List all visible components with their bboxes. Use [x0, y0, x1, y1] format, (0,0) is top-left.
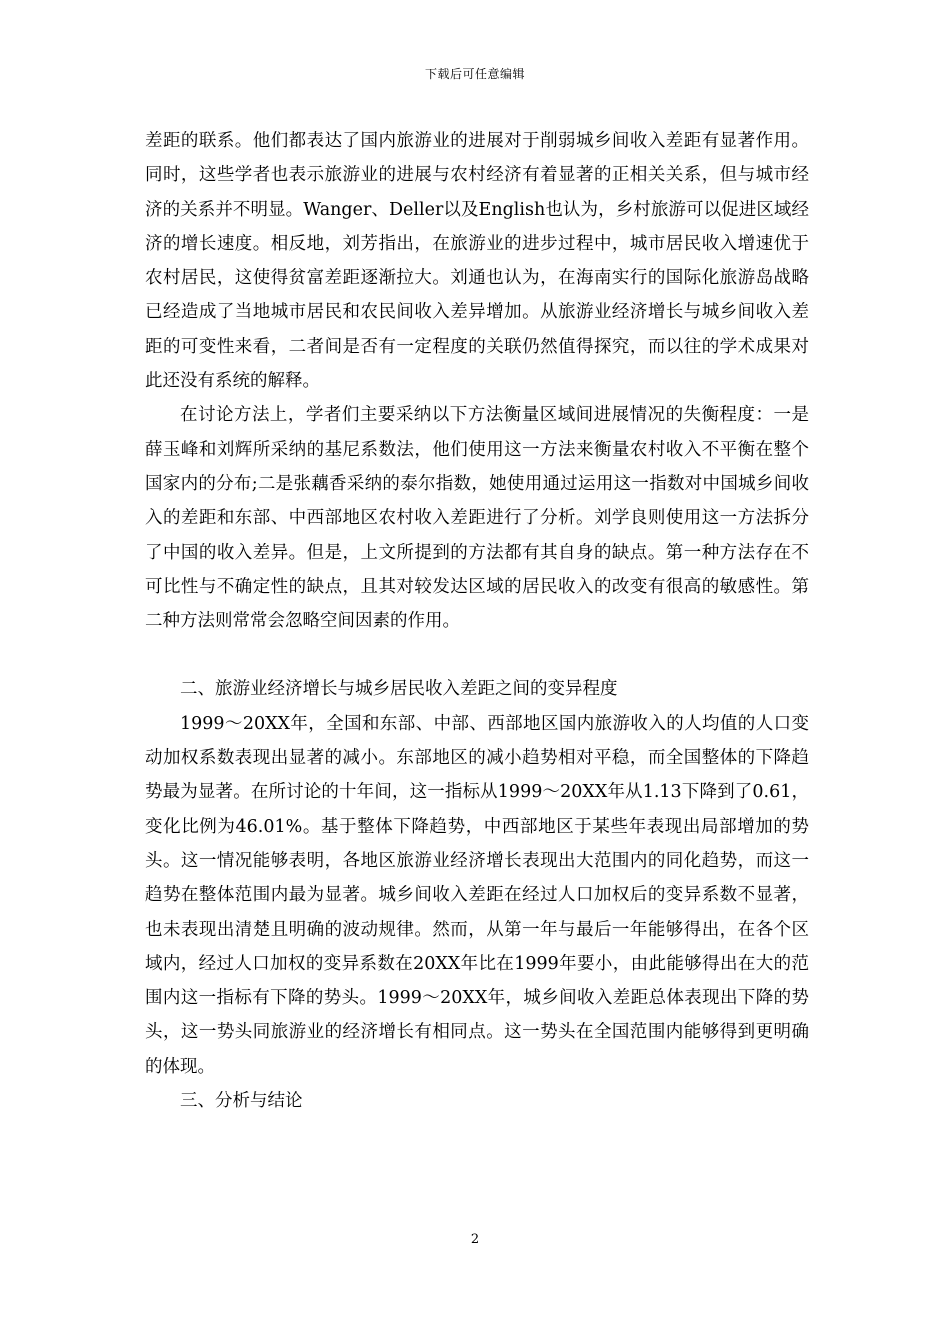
section-heading-2: 二、旅游业经济增长与城乡居民收入差距之间的变异程度	[180, 679, 618, 700]
section-spacer	[145, 638, 809, 672]
section-heading-3: 三、分析与结论	[180, 1091, 303, 1112]
document-body	[145, 124, 809, 1118]
page-number: 2	[470, 1232, 480, 1247]
paragraph-variation: 1999～20XX年，全国和东部、中部、西部地区国内旅游收入的人均值的人口变动加权系数表现出显著的减小。东部地区的减小趋势相对平稳，而全国整体的下降趋势最为显著。在所讨论的十年间，这一指标从1999～20XX年从1.13下降到了0.61，变化比例为46.01%。基于整体下降趋势，中西部地区于某些年表现出局部增加的势头。这一情况能够表明，各地区旅游业经济增长表现出大范围内的同化趋势，而这一趋势在整体范围内最为显著。城乡间收入差距在经过人口加权后的变异系数不显著，也未表现出清楚且明确的波动规律。然而，从第一年与最后一年能够得出，在各个区域内，经过人口加权的变异系数在20XX年比在1999年要小，由此能够得出在大的范围内这一指标有下降的势头。1999～20XX年，城乡间收入差距总体表现出下降的势头，这一势头同旅游业的经济增长有相同点。这一势头在全国范围内能够得到更明确的体现。	[145, 713, 809, 1077]
paragraph-continuation: 差距的联系。他们都表达了国内旅游业的进展对于削弱城乡间收入差距有显著作用。同时，这些学者也表示旅游业的进展与农村经济有着显著的正相关关系，但与城市经济的关系并不明显。Wanger、Deller以及English也认为，乡村旅游可以促进区域经济的增长速度。相反地，刘芳指出，在旅游业的进步过程中，城市居民收入增速优于农村居民，这使得贫富差距逐渐拉大。刘通也认为，在海南实行的国际化旅游岛战略已经造成了当地城市居民和农民间收入差异增加。从旅游业经济增长与城乡间收入差距的可变性来看，二者间是否有一定程度的关联仍然值得探究，而以往的学术成果对此还没有系统的解释。	[145, 131, 809, 392]
page-header-note: 下载后可任意编辑	[424, 67, 525, 81]
paragraph-methods: 在讨论方法上，学者们主要采纳以下方法衡量区域间进展情况的失衡程度：一是薛玉峰和刘辉所采纳的基尼系数法，他们使用这一方法来衡量农村收入不平衡在整个国家内的分布;二是张藕香采纳的泰尔指数，她使用通过运用这一指数对中国城乡间收入的差距和东部、中西部地区农村收入差距进行了分析。刘学良则使用这一方法拆分了中国的收入差异。但是，上文所提到的方法都有其自身的缺点。第一种方法存在不可比性与不确定性的缺点，且其对较发达区域的居民收入的改变有很高的敏感性。第二种方法则常常会忽略空间因素的作用。	[145, 405, 809, 632]
